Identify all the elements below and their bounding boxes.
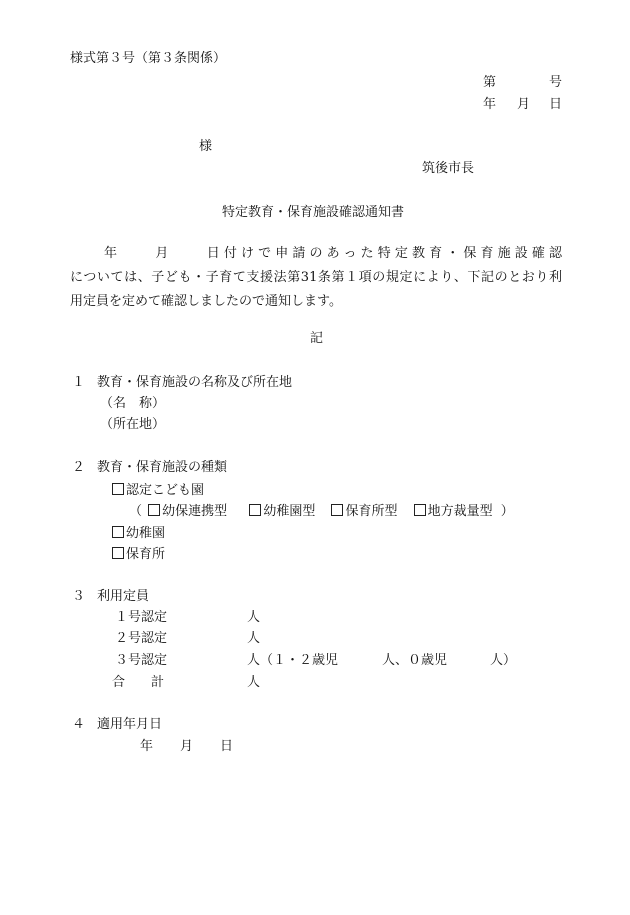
section-1-number: １ <box>72 375 86 390</box>
doc-date-month: 月 <box>517 97 531 112</box>
effective-date-month: 月 <box>180 739 194 754</box>
ki-heading: 記 <box>310 331 324 346</box>
youho-renkei-label: 幼保連携型 <box>162 504 228 519</box>
age-breakdown-close: 人） <box>490 653 517 668</box>
document-title: 特定教育・保育施設確認通知書 <box>222 205 405 220</box>
section-2-heading: 教育・保育施設の種類 <box>97 460 228 475</box>
subtype-chihou-sairyou[interactable] <box>414 504 493 519</box>
age-breakdown-open: （１・２歳児 <box>260 653 339 668</box>
kodomoen-checkbox[interactable] <box>112 483 124 495</box>
form-label: 様式第３号（第３条関係） <box>70 51 227 66</box>
capacity-row-1-unit: 人 <box>247 610 261 625</box>
body-paragraph <box>70 242 562 314</box>
effective-date-year: 年 <box>140 739 154 754</box>
youchien-type-checkbox[interactable] <box>249 504 261 516</box>
doc-number-suffix: 号 <box>549 75 563 90</box>
option-kodomoen[interactable] <box>112 483 204 497</box>
capacity-row-3-unit: 人 <box>247 653 261 668</box>
doc-date-day: 日 <box>549 97 563 112</box>
hoikusho-type-checkbox[interactable] <box>331 504 343 516</box>
facility-name-label: （名 称） <box>100 396 166 411</box>
section-4-number: ４ <box>72 717 86 732</box>
doc-number-prefix: 第 <box>483 75 497 90</box>
youho-renkei-checkbox[interactable] <box>148 504 160 516</box>
body-line-2: については、子ども・子育て支援法第31条第１項の規定により、下記のとおり利 <box>70 270 562 285</box>
option-hoikusho[interactable] <box>112 547 165 561</box>
body-line-3: 用定員を定めて確認しましたので通知します。 <box>70 294 342 309</box>
issuer: 筑後市長 <box>422 161 475 176</box>
facility-address-label: （所在地） <box>100 417 166 432</box>
hoikusho-checkbox[interactable] <box>112 547 124 559</box>
body-line-1: 年 月 日付けで申請のあった特定教育・保育施設確認 <box>104 246 562 261</box>
capacity-total-unit: 人 <box>247 675 261 690</box>
section-3-number: ３ <box>72 589 86 604</box>
subtype-youho-renkei[interactable] <box>148 504 227 519</box>
addressee-suffix: 様 <box>199 139 213 154</box>
subtypes-paren-close: ） <box>500 504 514 519</box>
subtype-youchien[interactable] <box>249 504 315 519</box>
doc-date-year: 年 <box>483 97 497 112</box>
hoikusho-type-label: 保育所型 <box>345 504 398 519</box>
youchien-label: 幼稚園 <box>126 526 166 541</box>
section-1-heading: 教育・保育施設の名称及び所在地 <box>97 375 293 390</box>
capacity-row-2-unit: 人 <box>247 631 261 646</box>
hoikusho-label: 保育所 <box>126 547 166 562</box>
capacity-total-label: 合 計 <box>112 675 165 690</box>
capacity-row-2-label: ２号認定 <box>115 631 168 646</box>
subtype-hoikusho[interactable] <box>331 504 397 519</box>
section-3-heading: 利用定員 <box>97 589 150 604</box>
youchien-checkbox[interactable] <box>112 526 124 538</box>
age-breakdown-mid: 人、０歳児 <box>382 653 448 668</box>
kodomoen-subtypes <box>129 504 514 518</box>
kodomoen-label: 認定こども園 <box>126 483 205 498</box>
section-2-number: ２ <box>72 460 86 475</box>
section-4-heading: 適用年月日 <box>97 717 163 732</box>
effective-date-day: 日 <box>220 739 234 754</box>
subtypes-paren-open: （ <box>129 504 143 519</box>
capacity-row-3-label: ３号認定 <box>115 653 168 668</box>
youchien-type-label: 幼稚園型 <box>263 504 316 519</box>
capacity-row-1-label: １号認定 <box>115 610 168 625</box>
chihou-sairyou-checkbox[interactable] <box>414 504 426 516</box>
option-youchien[interactable] <box>112 526 165 540</box>
chihou-sairyou-label: 地方裁量型 <box>427 504 493 519</box>
